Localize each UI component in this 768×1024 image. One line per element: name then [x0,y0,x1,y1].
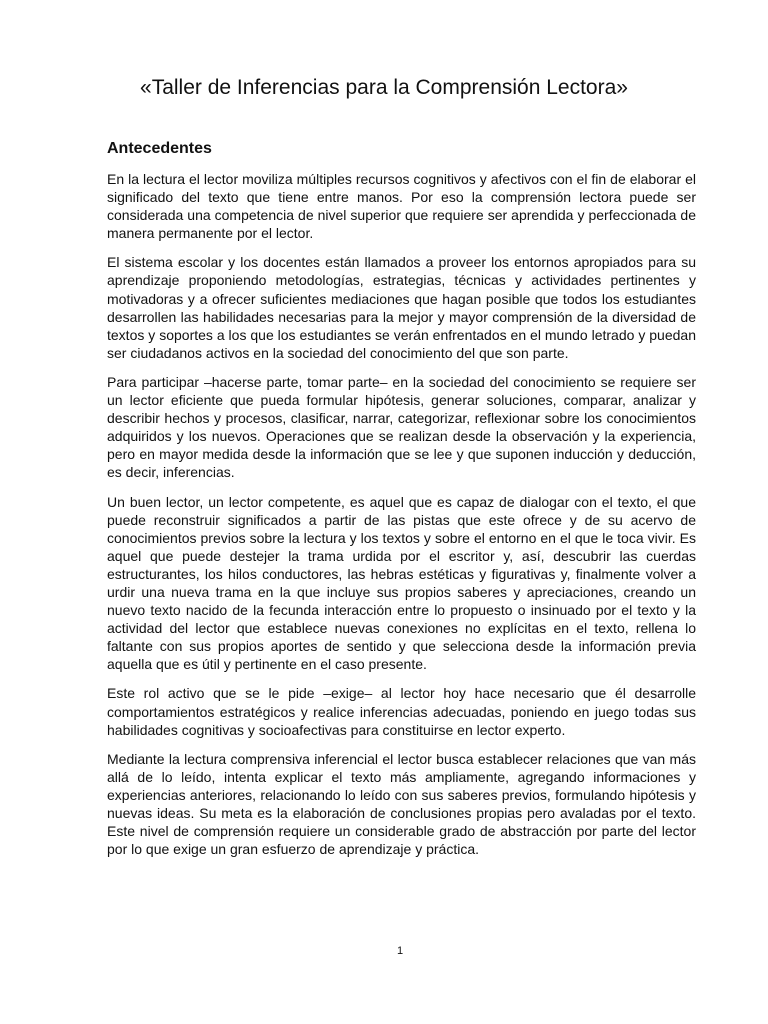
paragraph: En la lectura el lector moviliza múltiples recursos cognitivos y afectivos con el fin de elaborar el significado del texto que tiene entre manos. Por eso la comprensión lectora puede ser considerada una competencia de nivel superior que requiere ser aprendida y perfeccionada de manera permanente por el lector. [107,171,696,242]
paragraph: Mediante la lectura comprensiva inferencial el lector busca establecer relaciones que van más allá de lo leído, intenta explicar el texto más ampliamente, agregando informaciones y experiencias anteriores, relacionando lo leído con sus saberes previos, formulando hipótesis y nuevas ideas. Su meta es la elaboración de conclusiones propias pero avaladas por el texto. Este nivel de comprensión requiere un considerable grado de abstracción por parte del lector por lo que exige un gran esfuerzo de aprendizaje y práctica. [107,750,696,858]
paragraph: Este rol activo que se le pide –exige– al lector hoy hace necesario que él desarrolle comportamientos estratégicos y realice inferencias adecuadas, poniendo en juego todas sus habilidades cognitivas y socioafectivas para constituirse en lector experto. [107,685,696,738]
page-number: 1 [396,945,404,957]
section-heading: Antecedentes [107,140,212,157]
paragraph: El sistema escolar y los docentes están llamados a proveer los entornos apropiados para su aprendizaje proponiendo metodologías, estrategias, técnicas y actividades pertinentes y motivadoras y a ofrecer suficientes mediaciones que hagan posible que todos los estudiantes desarrollen las habilidades necesarias para la mejor y mayor comprensión de la diversidad de textos y soportes a los que los estudiantes se verán enfrentados en el mundo letrado y puedan ser ciudadanos activos en la sociedad del conocimiento del que son parte. [107,254,696,361]
paragraph: Un buen lector, un lector competente, es aquel que es capaz de dialogar con el texto, el que puede reconstruir significados a partir de las pistas que este ofrece y de su acervo de conocimientos previos sobre la lectura y los textos y sobre el entorno en el que le toca vivir. Es aquel que puede destejer la trama urdida por el escritor y, así, descubrir las cuerdas estructurantes, los hilos conductores, las hebras estéticas y figurativas y, finalmente volver a urdir una nueva trama en la que incluye sus propios saberes y apreciaciones, creando un nuevo texto nacido de la fecunda interacción entre lo propuesto o insinuado por el texto y la actividad del lector que establece nuevas conexiones no explícitas en el texto, rellena lo faltante con sus propios aportes de sentido y que selecciona desde la información previa aquella que es útil y pertinente en el caso presente. [107,493,696,673]
document-title: «Taller de Inferencias para la Comprensión Lectora» [140,76,628,99]
document-body [107,170,696,869]
paragraph: Para participar –hacerse parte, tomar parte– en la sociedad del conocimiento se requiere ser un lector eficiente que pueda formular hipótesis, generar soluciones, comparar, analizar y describir hechos y procesos, clasificar, narrar, categorizar, reflexionar sobre los conocimientos adquiridos y los nuevos. Operaciones que se realizan desde la observación y la experiencia, pero en mayor medida desde la información que se lee y que suponen inducción y deducción, es decir, inferencias. [107,373,696,481]
